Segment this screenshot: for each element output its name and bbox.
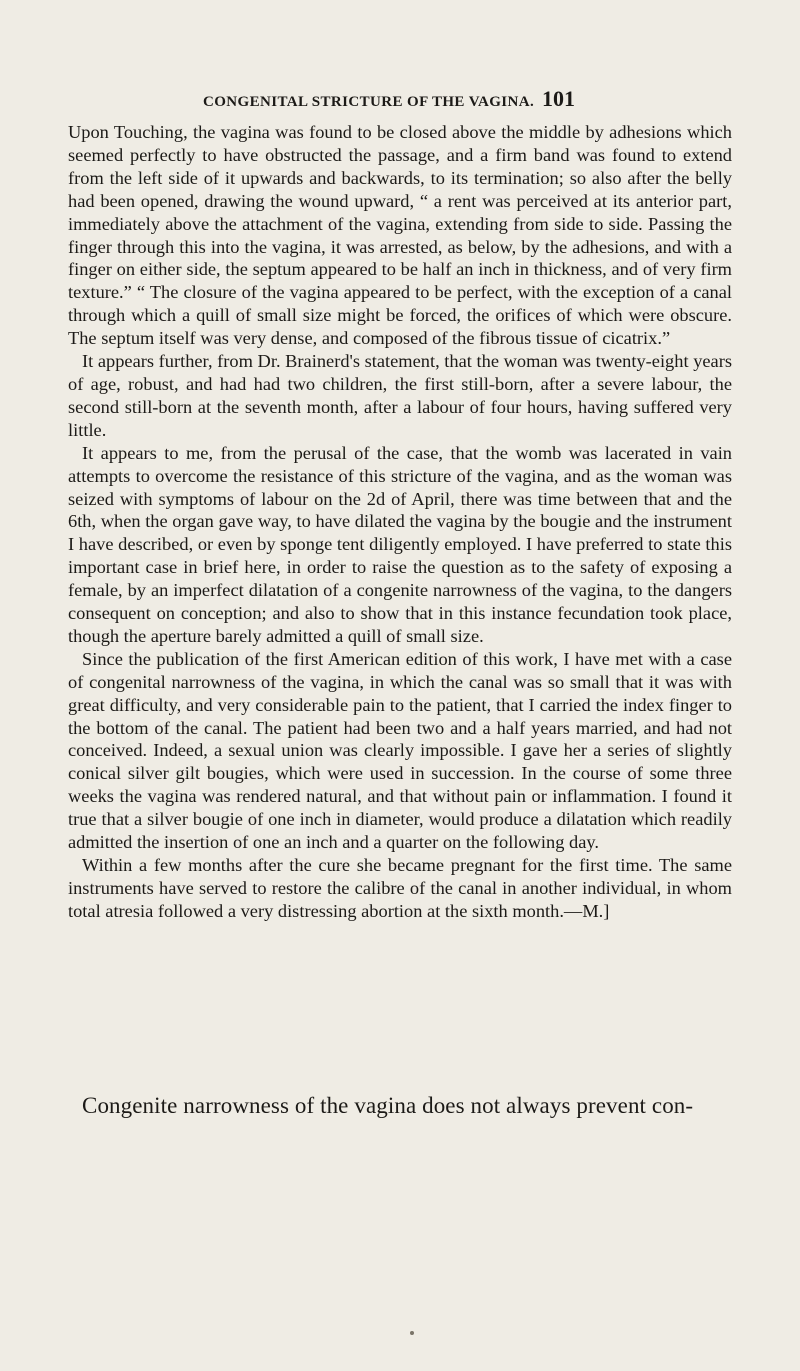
paragraph-2: It appears further, from Dr. Brainerd's statement, that the woman was twenty-eight years of age, robust, and had had two children, the first still-born, after a severe labour, the second still-born at the seventh month, after a labour of four hours, having suffered very little. <box>68 351 732 440</box>
ink-speck <box>410 1331 414 1335</box>
paragraph-1: Upon Touching, the vagina was found to be closed above the middle by adhesions which seemed perfectly to have obstructed the passage, and a firm band was found to extend from the left side of it upwards and backwards, to its termination; so also after the belly had been opened, drawing the wound upward, “ a rent was perceived at its anterior part, immediately above the attachment of the vagina, extending from side to side. Passing the finger through this into the vagina, it was arrested, as below, by the adhesions, and with a finger on either side, the septum appeared to be half an inch in thickness, and of very firm texture.” “ The closure of the vagina appeared to be perfect, with the exception of a canal through which a quill of small size might be forced, the orifices of which were obscure. The septum itself was very dense, and composed of the fibrous tissue of cicatrix.” <box>68 122 732 349</box>
paragraph-5: Within a few months after the cure she became pregnant for the first time. The same instruments have served to restore the calibre of the canal in another individual, in whom total atresia followed a very distressing abortion at the sixth month.—M.] <box>68 855 732 921</box>
continuation-line: Congenite narrowness of the vagina does not always prevent con- <box>82 1093 694 1118</box>
running-title: CONGENITAL STRICTURE OF THE VAGINA. <box>203 94 535 110</box>
paragraph-3: It appears to me, from the perusal of the case, that the womb was lacerated in vain attempts to overcome the resistance of this stricture of the vagina, and as the woman was seized with symptoms of labour on the 2d of April, there was time between that and the 6th, when the organ gave way, to have dilated the vagina by the bougie and the instrument I have described, or even by sponge tent diligently employed. I have preferred to state this important case in brief here, in order to raise the question as to the safety of exposing a female, by an imperfect dilatation of a congenite narrowness of the vagina, to the dangers consequent on conception; and also to show that in this instance fecundation took place, though the aperture barely admitted a quill of small size. <box>68 442 732 646</box>
page-number: 101 <box>542 86 575 111</box>
page-header <box>203 86 575 112</box>
paragraph-4: Since the publication of the first American edition of this work, I have met with a case of congenital narrowness of the vagina, in which the canal was so small that it was with great difficulty, and very considerable pain to the patient, that I carried the index finger to the bottom of the canal. The patient had been two and a half years married, and had not conceived. Indeed, a sexual union was clearly impossible. I gave her a series of slightly conical silver gilt bougies, which were used in succession. In the course of some three weeks the vagina was rendered natural, and that without pain or inflammation. I found it true that a silver bougie of one inch in diameter, would produce a dilatation which readily admitted the insertion of one an inch and a quarter on the following day. <box>68 648 732 853</box>
body-text <box>68 121 732 923</box>
